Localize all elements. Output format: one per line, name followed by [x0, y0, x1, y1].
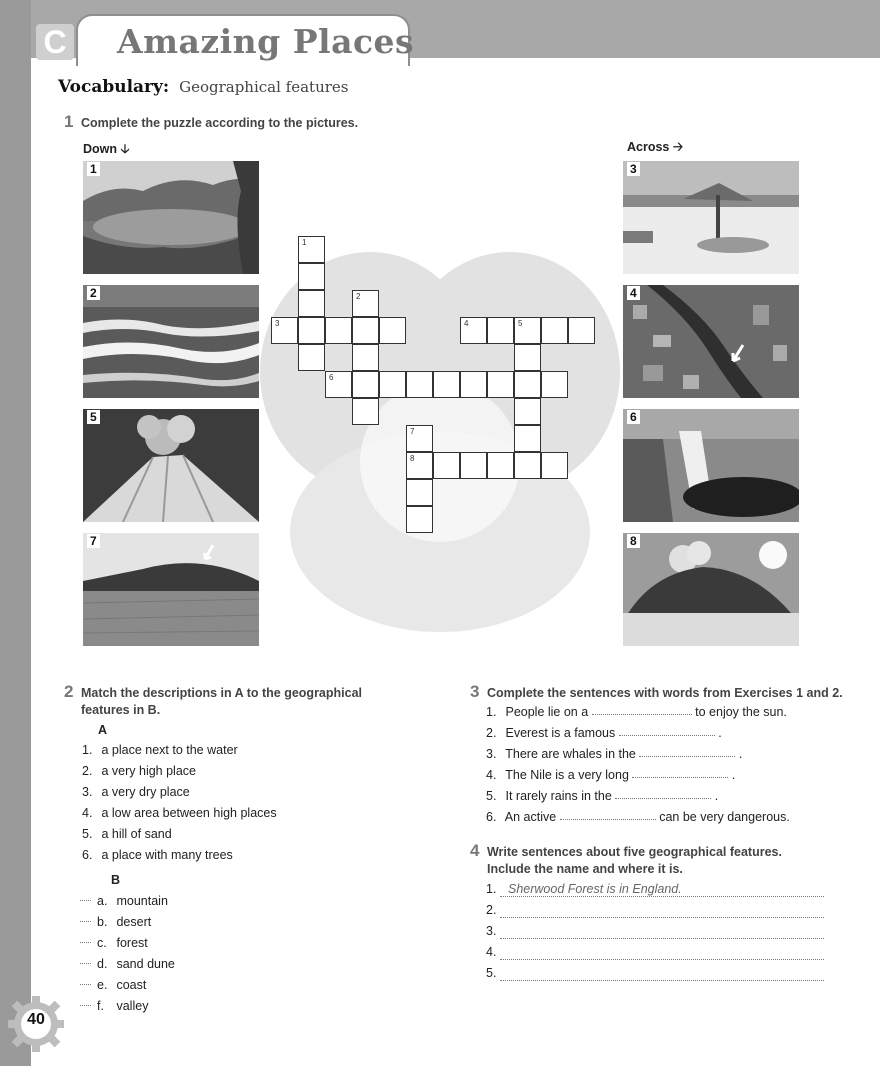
arrow-right-icon: 🡢	[672, 140, 684, 154]
answer-blank	[80, 1005, 91, 1006]
crossword-cell[interactable]	[406, 506, 433, 533]
beach-image	[623, 161, 799, 274]
crossword-cell[interactable]	[433, 371, 460, 398]
list-item: 1. a place next to the water	[82, 743, 238, 757]
unit-badge: C	[36, 24, 74, 60]
crossword-cell[interactable]	[541, 317, 568, 344]
sentence-item: 6. An active can be very dangerous.	[486, 810, 790, 824]
answer-blank[interactable]	[592, 705, 692, 715]
across-label: Across	[627, 140, 670, 154]
crossword-cell[interactable]	[352, 317, 379, 344]
crossword-cell[interactable]	[514, 371, 541, 398]
exercise-instruction: Match the descriptions in A to the geographical	[80, 686, 363, 700]
crossword-cell[interactable]	[379, 371, 406, 398]
list-item[interactable]: e. coast	[80, 975, 175, 996]
crossword-cell[interactable]	[514, 452, 541, 479]
photo-beach	[623, 161, 799, 274]
crossword-cell[interactable]	[406, 479, 433, 506]
clue-number: 6	[329, 373, 334, 382]
answer-blank[interactable]	[619, 726, 715, 736]
column-b-label: B	[111, 873, 121, 887]
sentence-item: 4. The Nile is a very long .	[486, 768, 736, 782]
photo-river	[623, 285, 799, 398]
crossword-cell[interactable]	[298, 344, 325, 371]
down-heading	[83, 140, 130, 161]
sentences-list	[486, 702, 790, 828]
list-item: 5. a hill of sand	[82, 827, 172, 841]
crossword-cell[interactable]	[406, 371, 433, 398]
clue-number: 7	[410, 427, 415, 436]
exercise-number: 4	[470, 841, 480, 860]
photo-waves	[83, 285, 259, 398]
clue-number: 1	[302, 238, 307, 247]
crossword-cell[interactable]	[487, 371, 514, 398]
clue-number: 8	[410, 454, 415, 463]
photo-number: 6	[627, 410, 640, 424]
exercise-3-heading	[470, 682, 843, 702]
crossword-cell[interactable]	[541, 452, 568, 479]
descriptions-list-a	[82, 740, 277, 866]
crossword-cell[interactable]	[514, 344, 541, 371]
clue-number: 3	[275, 319, 280, 328]
photo-number: 1	[87, 162, 100, 176]
photo-volcano	[83, 409, 259, 522]
vocabulary-topic: Geographical features	[179, 78, 349, 96]
list-item[interactable]: f. valley	[80, 996, 175, 1017]
list-item[interactable]: b. desert	[80, 912, 175, 933]
writing-line[interactable]: 3.	[486, 924, 824, 945]
sentence-item: 1. People lie on a to enjoy the sun.	[486, 705, 787, 719]
answer-blank[interactable]	[615, 789, 711, 799]
sentence-item: 2. Everest is a famous .	[486, 726, 722, 740]
crossword-cell[interactable]	[514, 425, 541, 452]
clue-number: 5	[518, 319, 523, 328]
sentence-item: 3. There are whales in the .	[486, 747, 743, 761]
down-label: Down	[83, 142, 118, 156]
left-margin-strip	[0, 0, 31, 1066]
exercise-number: 1	[64, 112, 74, 131]
arrow-down-icon: 🡣	[120, 142, 130, 156]
crossword-cell[interactable]	[487, 317, 514, 344]
list-item[interactable]: c. forest	[80, 933, 175, 954]
hill-image	[83, 533, 259, 646]
column-a-label: A	[98, 723, 108, 737]
exercise-number: 2	[64, 682, 74, 701]
list-item: 3. a very dry place	[82, 785, 190, 799]
photo-island	[623, 533, 799, 646]
list-item: 6. a place with many trees	[82, 848, 233, 862]
waterfall-image	[623, 409, 799, 522]
exercise-instruction: Complete the puzzle according to the pictures.	[80, 116, 359, 130]
exercise-instruction: Complete the sentences with words from Exercises 1 and 2.	[486, 686, 843, 700]
example-answer: Sherwood Forest is in England.	[508, 882, 682, 896]
photo-number: 3	[627, 162, 640, 176]
waves-image	[83, 285, 259, 398]
crossword-cell[interactable]	[514, 398, 541, 425]
photo-number: 8	[627, 534, 640, 548]
list-item[interactable]: d. sand dune	[80, 954, 175, 975]
photo-lake	[83, 161, 259, 274]
page-title: Amazing Places	[117, 22, 415, 61]
crossword-cell[interactable]	[541, 371, 568, 398]
exercise-1-heading	[64, 112, 358, 132]
crossword-cell[interactable]	[460, 371, 487, 398]
crossword-cell[interactable]	[298, 290, 325, 317]
crossword-cell[interactable]	[298, 317, 325, 344]
island-image	[623, 533, 799, 646]
river-image	[623, 285, 799, 398]
across-heading	[627, 138, 683, 159]
lake-image	[83, 161, 259, 274]
answer-blank[interactable]	[632, 768, 728, 778]
crossword-cell[interactable]	[487, 452, 514, 479]
features-list-b	[80, 891, 175, 1017]
crossword-cell[interactable]	[568, 317, 595, 344]
exercise-4-heading	[470, 841, 782, 878]
writing-line[interactable]: 1. Sherwood Forest is in England.	[486, 882, 824, 903]
writing-line[interactable]: 4.	[486, 945, 824, 966]
list-item: 4. a low area between high places	[82, 806, 277, 820]
list-item: 2. a very high place	[82, 764, 196, 778]
writing-line[interactable]: 2.	[486, 903, 824, 924]
list-item[interactable]: a. mountain	[80, 891, 175, 912]
answer-blank	[80, 921, 91, 922]
photo-number: 4	[627, 286, 640, 300]
crossword-cell[interactable]	[514, 317, 541, 344]
clue-number: 4	[464, 319, 469, 328]
crossword-cell[interactable]	[352, 290, 379, 317]
crossword-cell[interactable]	[352, 371, 379, 398]
sentence-item: 5. It rarely rains in the .	[486, 789, 719, 803]
exercise-instruction-cont: Include the name and where it is.	[487, 862, 683, 876]
vocabulary-label: Vocabulary:	[58, 77, 170, 97]
crossword-cell[interactable]	[352, 398, 379, 425]
crossword-cell[interactable]	[460, 452, 487, 479]
crossword-cell[interactable]	[379, 317, 406, 344]
crossword-cell[interactable]	[325, 371, 352, 398]
crossword-cell[interactable]	[298, 263, 325, 290]
crossword-cell[interactable]	[406, 425, 433, 452]
writing-line[interactable]: 5.	[486, 966, 824, 987]
vocabulary-heading	[58, 77, 348, 97]
exercise-2-heading	[64, 682, 362, 719]
photo-hill	[83, 533, 259, 646]
crossword-cell[interactable]	[433, 452, 460, 479]
exercise-instruction: Write sentences about five geographical features.	[486, 845, 782, 859]
crossword-cell[interactable]	[271, 317, 298, 344]
photo-waterfall	[623, 409, 799, 522]
crossword-cell[interactable]	[325, 317, 352, 344]
crossword-cell[interactable]	[460, 317, 487, 344]
answer-blank	[80, 984, 91, 985]
exercise-number: 3	[470, 682, 480, 701]
answer-blank	[80, 963, 91, 964]
photo-number: 2	[87, 286, 100, 300]
exercise-instruction-cont: features in B.	[81, 703, 161, 717]
answer-blank	[80, 900, 91, 901]
page-number: 40	[27, 1011, 45, 1028]
crossword-cell[interactable]	[406, 452, 433, 479]
photo-number: 5	[87, 410, 100, 424]
crossword-cell[interactable]	[298, 236, 325, 263]
clue-number: 2	[356, 292, 361, 301]
answer-blank[interactable]	[560, 810, 656, 820]
crossword-cell[interactable]	[352, 344, 379, 371]
answer-blank[interactable]	[639, 747, 735, 757]
volcano-image	[83, 409, 259, 522]
answer-blank	[80, 942, 91, 943]
photo-number: 7	[87, 534, 100, 548]
